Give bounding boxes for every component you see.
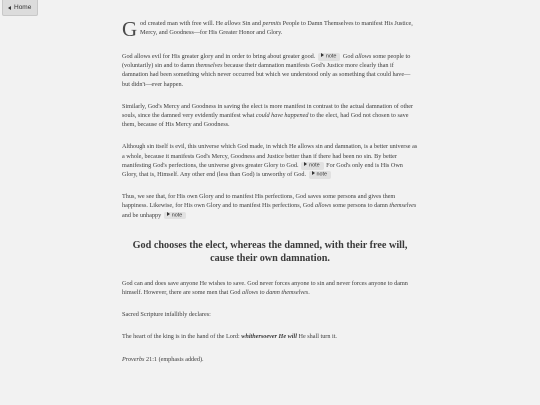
intro-paragraph: G od created man with free will. He allows Sin and permits People to Damn Themselves to manifest His Justice, Mercy, and Goodness—for His Greater Honor and Glory.: [122, 17, 413, 41]
note-button[interactable]: note: [164, 212, 187, 220]
home-label: Home: [14, 3, 32, 11]
note-button[interactable]: note: [301, 162, 324, 170]
article-content: [122, 14, 418, 364]
paragraph-scripture-intro: Sacred Scripture infallibly declares:: [122, 311, 211, 319]
note-button[interactable]: note: [318, 53, 341, 61]
play-icon: [312, 171, 315, 175]
drop-cap: G: [122, 17, 138, 41]
back-arrow-icon: [8, 6, 11, 10]
play-icon: [321, 53, 324, 57]
citation: Proverbs 21:1 (emphasis added).: [122, 355, 204, 363]
paragraph-glory: Thus, we see that, for His own Glory and to manifest His perfections, God saves some persons and gives them happiness. Likewise, for His own Glory and to manifest His perfections, God allows some persons to damn themselves and be unhappy note: [122, 193, 417, 219]
scripture-quote: The heart of the king is in the hand of the Lord: whithersoever He will He shall turn it.: [122, 333, 337, 341]
paragraph-evil: God allows evil for His greater glory and in order to bring about greater good. note God allows some people to (voluntarily) sin and to damn themselves because their damnation manifests God's Justice more clearly than if damnation had been something which never occurred but which we understood only as something that could have—but didn't—ever happen.: [122, 53, 411, 88]
note-button[interactable]: note: [309, 171, 332, 179]
paragraph-mercy: Similarly, God's Mercy and Goodness in saving the elect is more manifest in contrast to the actual damnation of other souls, since the damned very evidently manifest what could have happened to the elect, had God not chosen to save them, because of His Mercy and Goodness.: [122, 102, 414, 129]
home-button[interactable]: [2, 0, 38, 16]
play-icon: [167, 212, 170, 216]
play-icon: [304, 162, 307, 166]
paragraph-sin: Although sin itself is evil, this universe which God made, in which He allows sin and damnation, is a better universe as a whole, because it manifests God's Mercy, Goodness and Justice better than if there had been no sin. By better manifesting God's perfections, the universe gives greater Glory to God. note For God's only end is His Own Glory, that is, Himself. Any other end (less than God) is unworthy of God. note: [122, 143, 418, 179]
section-heading: God chooses the elect, whereas the damned, with their free will, cause their own damnation.: [132, 239, 408, 265]
paragraph-save: God can and does save anyone He wishes to save. God never forces anyone to sin and never forces anyone to damn himself. However, there are some men that God allows to damn themselves.: [122, 279, 408, 297]
